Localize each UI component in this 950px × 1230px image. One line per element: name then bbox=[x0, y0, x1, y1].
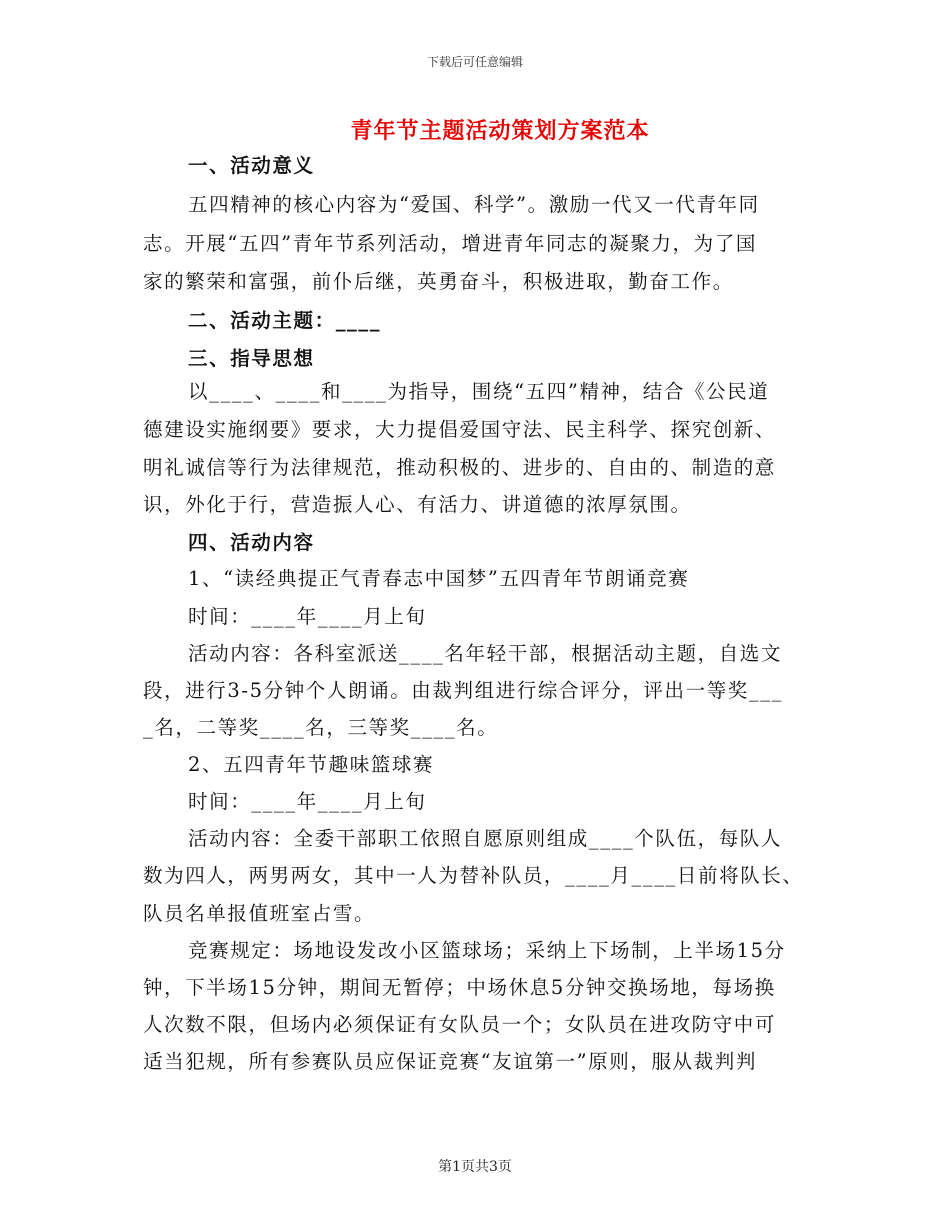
paragraph-line: 活动内容：各科室派送____名年轻干部，根据活动主题，自选文 bbox=[188, 642, 783, 665]
subsection-title-2: 2、五四青年节趣味篮球赛 bbox=[188, 753, 435, 776]
paragraph-line: 活动内容：全委干部职工依照自愿原则组成____个队伍，每队人 bbox=[188, 827, 783, 850]
header-note: 下载后可任意编辑 bbox=[426, 55, 523, 69]
page-footer: 第1页共3页 bbox=[438, 1159, 512, 1175]
paragraph-line: 人次数不限，但场内必须保证有女队员一个；女队员在进攻防守中可 bbox=[143, 1013, 777, 1036]
section-heading-3: 三、指导思想 bbox=[188, 347, 315, 370]
paragraph-line: 以____、____和____为指导，围绕“五四”精神，结合《公民道 bbox=[188, 380, 770, 403]
document-title: 青年节主题活动策划方案范本 bbox=[350, 118, 650, 144]
paragraph-line: 数为四人，两男两女，其中一人为替补队员，____月____日前将队长、 bbox=[143, 864, 804, 887]
paragraph-line: 竞赛规定：场地设发改小区篮球场；采纳上下场制，上半场15分 bbox=[188, 939, 786, 962]
time-line: 时间：____年____月上旬 bbox=[188, 790, 427, 813]
paragraph-line: 明礼诚信等行为法律规范，推动积极的、进步的、自由的、制造的意 bbox=[143, 456, 777, 479]
paragraph-line: 适当犯规，所有参赛队员应保证竞赛“友谊第一”原则，服从裁判判 bbox=[143, 1050, 757, 1073]
paragraph-line: 队员名单报值班室占雪。 bbox=[143, 902, 376, 925]
section-heading-4: 四、活动内容 bbox=[188, 531, 315, 554]
section-heading-2: 二、活动主题：____ bbox=[188, 309, 382, 332]
paragraph-line: 段，进行3-5分钟个人朗诵。由裁判组进行综合评分，评出一等奖___ bbox=[143, 679, 783, 702]
paragraph-line: _名，二等奖____名，三等奖____名。 bbox=[143, 716, 499, 739]
paragraph-line: 钟，下半场15分钟，期间无暂停；中场休息5分钟交换场地，每场换 bbox=[143, 976, 776, 999]
section-heading-1: 一、活动意义 bbox=[188, 154, 315, 177]
subsection-title-1: 1、“读经典提正气青春志中国梦”五四青年节朗诵竞赛 bbox=[188, 567, 690, 590]
paragraph-line: 志。开展“五四”青年节系列活动，增进青年同志的凝聚力，为了国 bbox=[143, 232, 757, 255]
paragraph-line: 五四精神的核心内容为“爱国、科学”。激励一代又一代青年同 bbox=[188, 193, 760, 216]
time-line: 时间：____年____月上旬 bbox=[188, 605, 427, 628]
paragraph-line: 家的繁荣和富强，前仆后继，英勇奋斗，积极进取，勤奋工作。 bbox=[143, 270, 734, 293]
paragraph-line: 识，外化于行，营造振人心、有活力、讲道德的浓厚氛围。 bbox=[143, 493, 692, 516]
paragraph-line: 德建设实施纲要》要求，大力提倡爱国守法、民主科学、探究创新、 bbox=[143, 418, 777, 441]
